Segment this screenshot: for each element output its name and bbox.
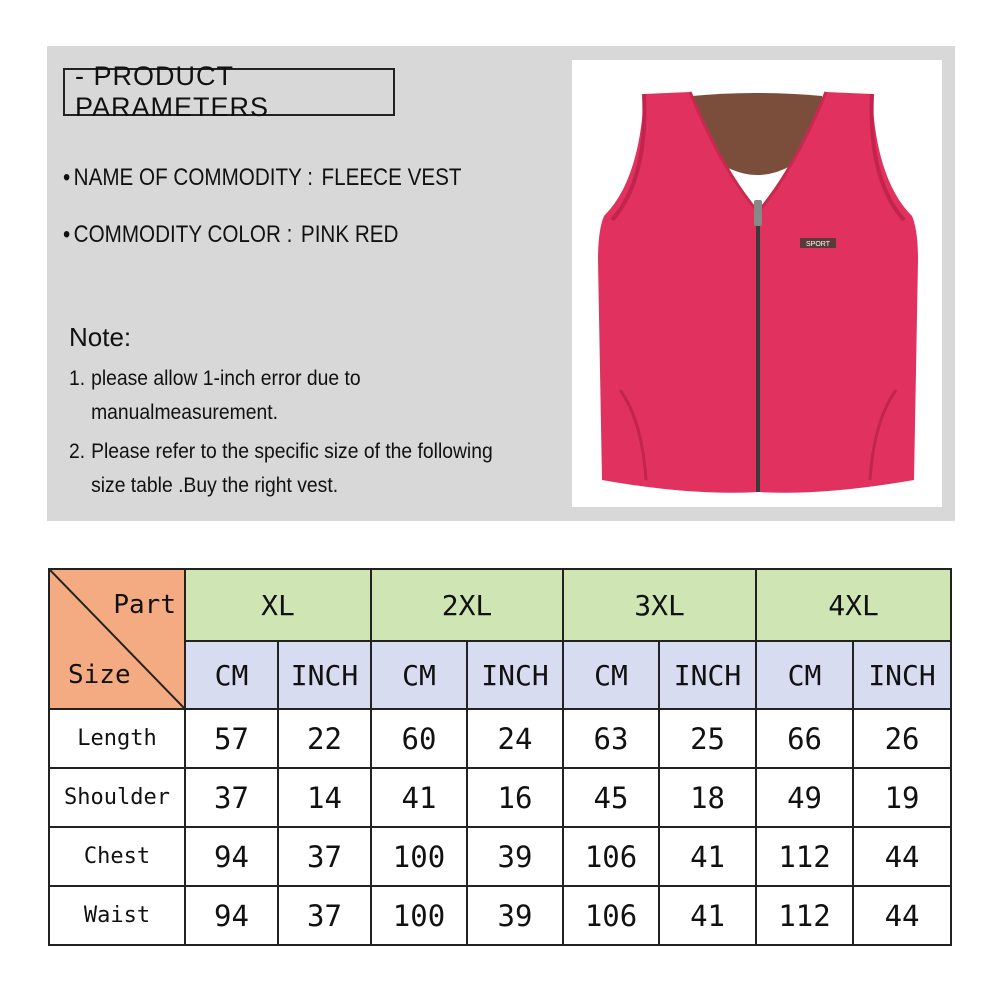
note-text: Please refer to the specific size of the following (91, 440, 493, 463)
unit-header-cm: CM (371, 641, 467, 709)
commodity-color-label: COMMODITY COLOR : (73, 221, 293, 248)
unit-header-inch: INCH (853, 641, 951, 709)
table-cell: 94 (185, 886, 278, 945)
table-cell: 37 (185, 768, 278, 827)
table-cell: 37 (278, 827, 371, 886)
table-cell: 112 (756, 886, 853, 945)
note-item-1 (69, 362, 361, 430)
corner-size-label: Size (68, 660, 131, 690)
brand-tag-text: SPORT (806, 241, 830, 248)
table-cell: 41 (371, 768, 467, 827)
row-label: Chest (49, 827, 185, 886)
table-cell: 19 (853, 768, 951, 827)
note-number: 2. (69, 440, 86, 463)
table-cell: 24 (467, 709, 563, 768)
table-cell: 22 (278, 709, 371, 768)
table-row-shoulder (49, 768, 951, 827)
table-cell: 14 (278, 768, 371, 827)
commodity-color-line (63, 221, 398, 249)
row-label: Length (49, 709, 185, 768)
unit-header-cm: CM (563, 641, 659, 709)
table-cell: 112 (756, 827, 853, 886)
unit-header-cm: CM (185, 641, 278, 709)
unit-header-inch: INCH (467, 641, 563, 709)
product-photo (572, 60, 942, 507)
table-cell: 25 (659, 709, 756, 768)
table-cell: 18 (659, 768, 756, 827)
table-cell: 100 (371, 827, 467, 886)
section-heading: - PRODUCT PARAMETERS (63, 68, 395, 116)
note-text-continued: manualmeasurement. (91, 401, 278, 424)
note-text-continued: size table .Buy the right vest. (91, 474, 339, 497)
table-cell: 39 (467, 827, 563, 886)
table-cell: 60 (371, 709, 467, 768)
size-header-2xl: 2XL (371, 569, 563, 641)
note-title: Note: (69, 322, 132, 352)
note-number: 1. (69, 367, 86, 390)
note-text: please allow 1-inch error due to (91, 367, 361, 390)
table-cell: 41 (659, 827, 756, 886)
table-cell: 44 (853, 827, 951, 886)
size-header-4xl: 4XL (756, 569, 951, 641)
table-cell: 16 (467, 768, 563, 827)
table-cell: 94 (185, 827, 278, 886)
table-row-chest (49, 827, 951, 886)
unit-header-inch: INCH (659, 641, 756, 709)
unit-header-cm: CM (756, 641, 853, 709)
note-item-2 (69, 435, 493, 503)
size-table (48, 568, 952, 946)
unit-header-inch: INCH (278, 641, 371, 709)
commodity-color-value: PINK RED (300, 221, 399, 248)
table-cell: 44 (853, 886, 951, 945)
table-cell: 45 (563, 768, 659, 827)
table-cell: 39 (467, 886, 563, 945)
commodity-name-line (63, 164, 461, 192)
table-cell: 106 (563, 827, 659, 886)
bullet-dot: • (63, 221, 71, 248)
table-cell: 100 (371, 886, 467, 945)
table-cell: 49 (756, 768, 853, 827)
bullet-dot: • (63, 164, 71, 191)
table-corner-cell (49, 569, 185, 709)
corner-part-label: Part (113, 590, 176, 620)
product-parameters-panel (47, 46, 955, 521)
size-header-xl: XL (185, 569, 371, 641)
table-cell: 57 (185, 709, 278, 768)
vest-illustration (572, 60, 942, 507)
row-label: Waist (49, 886, 185, 945)
table-cell: 106 (563, 886, 659, 945)
table-row-length (49, 709, 951, 768)
table-row-waist (49, 886, 951, 945)
table-cell: 41 (659, 886, 756, 945)
size-header-3xl: 3XL (563, 569, 756, 641)
table-cell: 63 (563, 709, 659, 768)
zipper-pull-icon (754, 200, 762, 226)
table-cell: 66 (756, 709, 853, 768)
commodity-name-value: FLEECE VEST (321, 164, 462, 191)
commodity-name-label: NAME OF COMMODITY : (73, 164, 313, 191)
table-cell: 37 (278, 886, 371, 945)
table-cell: 26 (853, 709, 951, 768)
row-label: Shoulder (49, 768, 185, 827)
